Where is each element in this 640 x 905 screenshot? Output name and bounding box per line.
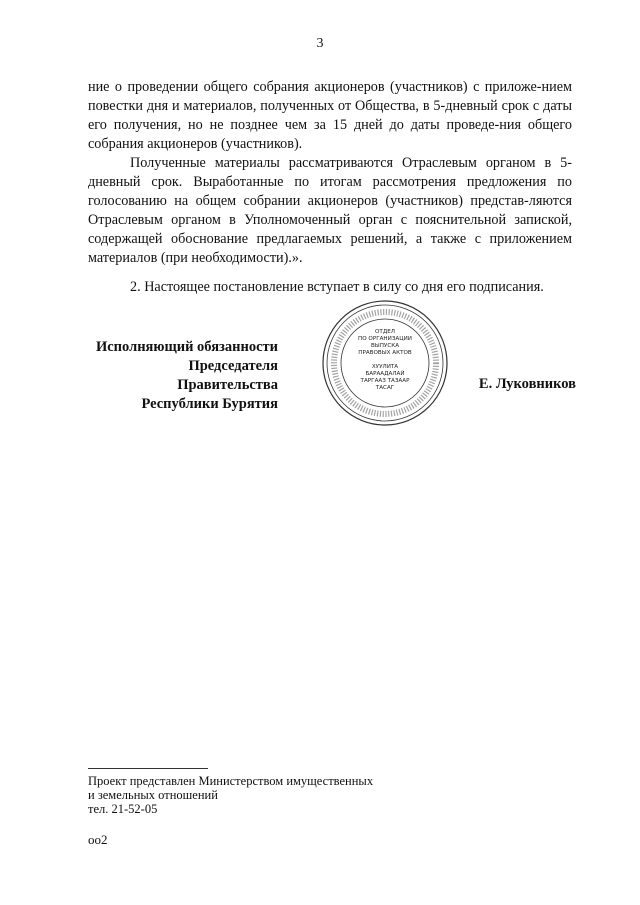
signatory-title	[88, 338, 278, 414]
seal-text: БАРААДАЛАЙ	[365, 371, 405, 377]
body-text	[88, 78, 572, 297]
seal-text: ТАРГААЗ ТАЗААР	[360, 378, 410, 384]
paragraph-continuation: ние о проведении общего собрания акционеров (участников) с приложе-нием повестки дня и материалов, полученных от Общества, в 5-дневный срок с даты его получения, но не позднее чем за 15 дней до даты проведе-ния общего собрания акционеров (участников).	[88, 79, 572, 152]
paragraph-materials: Полученные материалы рассматриваются Отраслевым органом в 5-дневный срок. Выработанные по итогам рассмотрения предложения по голосованию на общем собрании акционеров (участников) представ-ляются Отраслевым органом в Уполномоченный орган с пояснительной запиской, содержащей обоснование предлагаемых решений, а также с приложением материалов (при необходимости).».	[88, 155, 572, 266]
footer-phone: тел. 21-52-05	[88, 802, 158, 816]
seal-text: ОТДЕЛ	[375, 329, 395, 335]
seal-text: ТАСАГ	[375, 385, 395, 391]
signatory-title-line: Председателя Правительства	[177, 358, 278, 393]
footer-divider	[88, 768, 208, 769]
official-seal	[320, 298, 450, 428]
seal-text: ХУУЛИТА	[371, 364, 399, 370]
seal-text: ПРАВОВЫХ АКТОВ	[358, 350, 412, 356]
footer-line: и земельных отношений	[88, 788, 218, 802]
signatory-name: Е. Луковников	[478, 376, 576, 392]
page-number: 3	[316, 36, 324, 51]
footer-note	[88, 774, 373, 816]
signatory-title-line: Республики Бурятия	[141, 396, 278, 412]
signatory-title-line: Исполняющий обязанности	[95, 339, 278, 355]
seal-text: ВЫПУСКА	[370, 343, 400, 349]
footer-line: Проект представлен Министерством имущественных	[88, 774, 374, 788]
document-code: оо2	[88, 832, 108, 847]
seal-text: ПО ОРГАНИЗАЦИИ	[358, 336, 412, 342]
paragraph-effective-date: 2. Настоящее постановление вступает в силу со дня его подписания.	[130, 279, 544, 295]
